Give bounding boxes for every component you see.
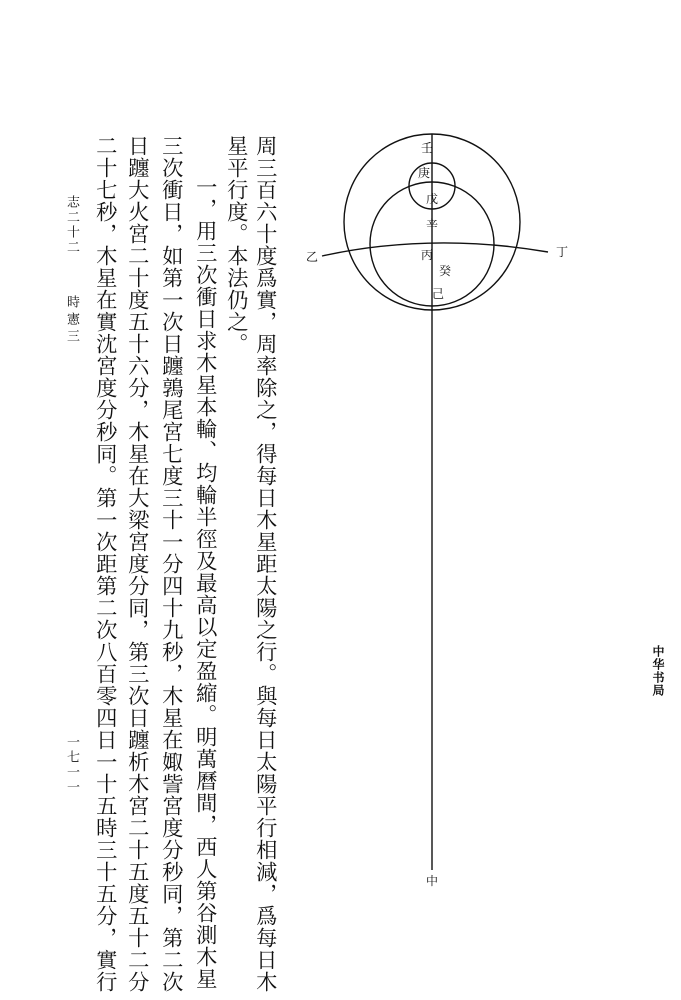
running-head-chapter: 志二十二 bbox=[64, 195, 79, 255]
running-head-section: 時憲三 bbox=[64, 295, 79, 346]
text-column-3: 一，用三次衝日求木星本輪、均輪半徑及最高以定盈縮。明萬曆間，西人第谷測木星 bbox=[192, 176, 218, 990]
label-wu: 戊 bbox=[425, 192, 439, 206]
label-xin: 辛 bbox=[425, 218, 439, 232]
page-number: 一七一一 bbox=[64, 735, 79, 795]
label-ding: 丁 bbox=[555, 245, 569, 259]
label-yi: 乙 bbox=[305, 250, 319, 264]
text-column-5: 日躔大火宮二十度五十六分，木星在大梁宮度分同，第三次日躔析木宮二十五度五十二分 bbox=[124, 135, 150, 993]
label-bing: 丙 bbox=[420, 248, 434, 262]
text-column-6: 二十七秒，木星在實沈宮度分秒同。第一次距第二次八百零四日一十五時三十五分，實行 bbox=[92, 135, 118, 993]
label-ji: 己 bbox=[431, 287, 445, 301]
label-gui: 癸 bbox=[438, 264, 452, 278]
text-column-4: 三次衝日，如第一次日躔鶉尾宮七度三十一分四十九秒，木星在娵訾宮度分秒同，第二次 bbox=[158, 135, 184, 993]
label-zhong: 中 bbox=[425, 874, 439, 888]
label-geng: 庚 bbox=[417, 166, 431, 180]
text-column-1: 周三百六十度爲實，周率除之，得每日木星距太陽之行。與每日太陽平行相減，爲每日木 bbox=[252, 135, 278, 993]
label-ren: 壬 bbox=[420, 141, 434, 155]
publisher-stamp: 中华书局 bbox=[651, 645, 665, 697]
text-column-2: 星平行度。本法仍之。 bbox=[223, 135, 249, 355]
